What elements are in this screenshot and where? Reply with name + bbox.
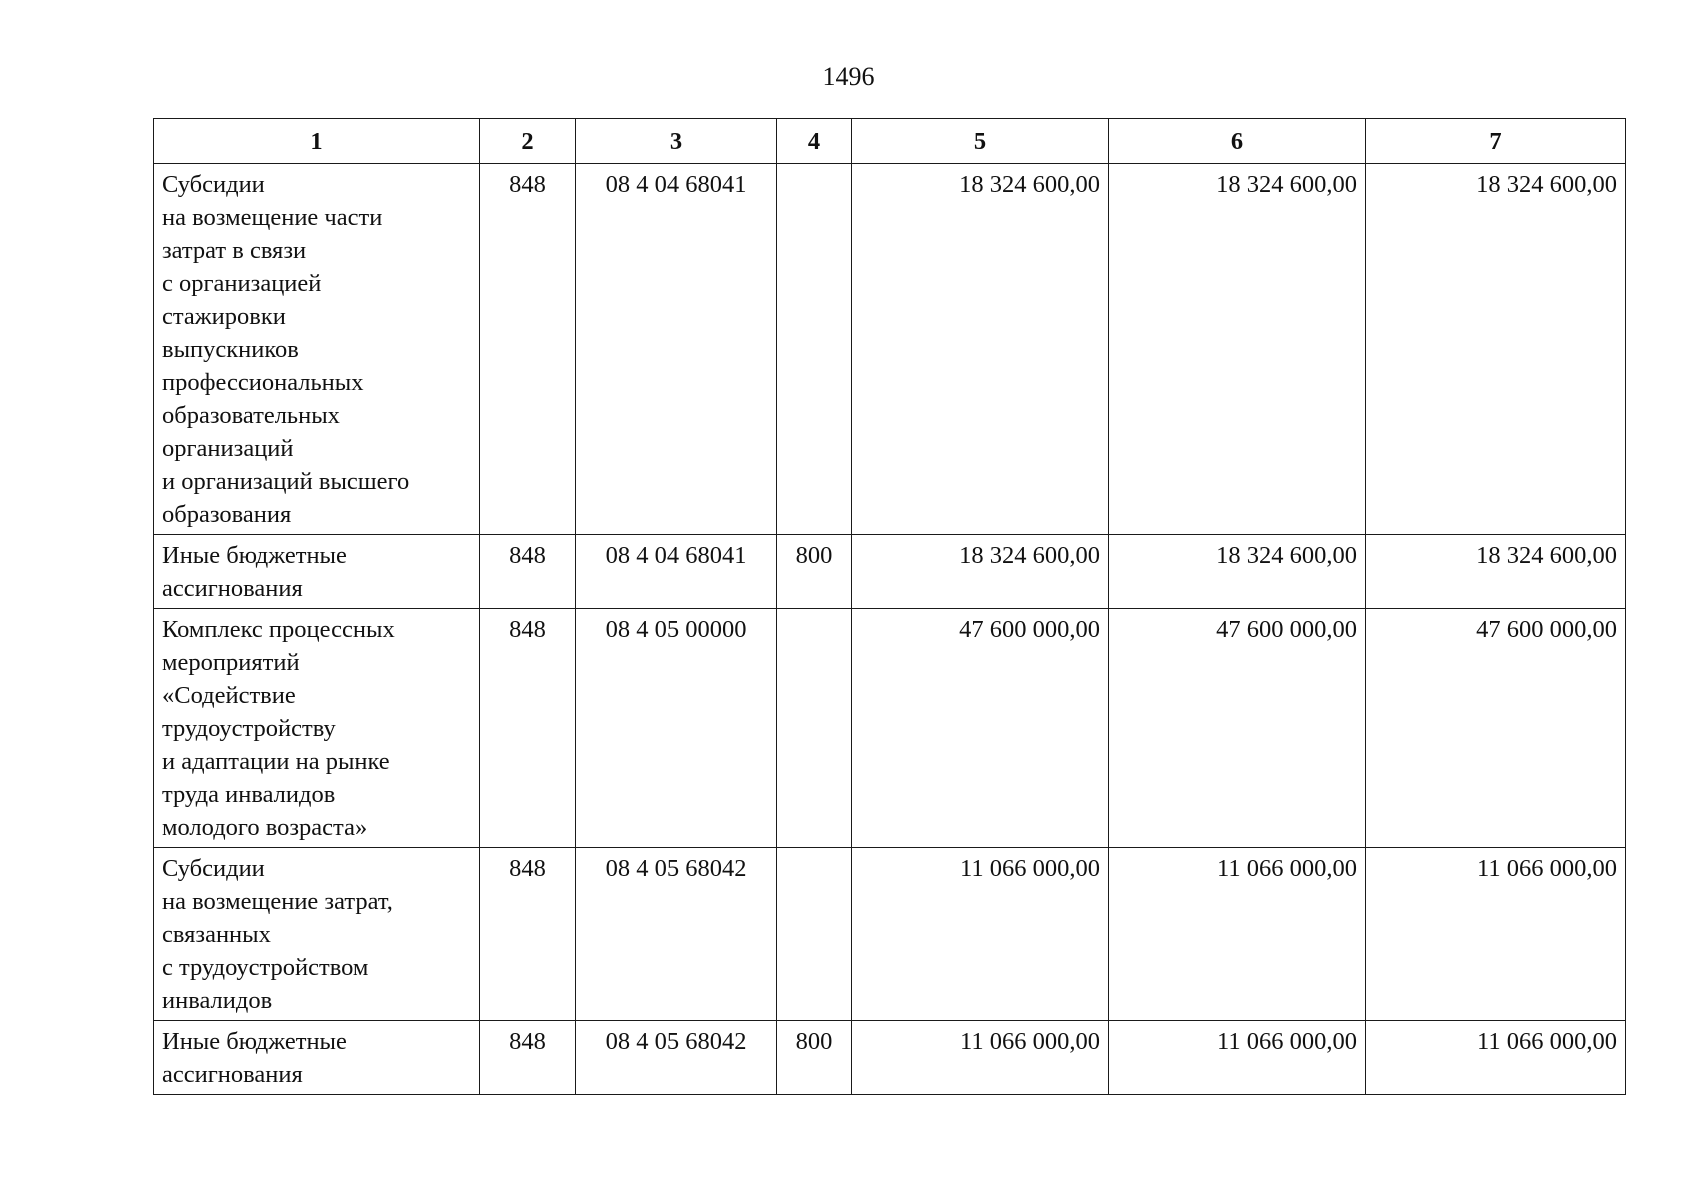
cell-name: Комплекс процессных мероприятий «Содействие трудоустройству и адаптации на рынке труда инвалидов молодого возраста»	[154, 609, 480, 848]
cell-expense-type	[777, 164, 852, 535]
cell-amount-col6: 18 324 600,00	[1109, 535, 1366, 609]
cell-amount-col7: 11 066 000,00	[1366, 848, 1626, 1021]
table-row	[154, 848, 1626, 1021]
cell-admin-code: 848	[480, 848, 576, 1021]
cell-amount-col7: 18 324 600,00	[1366, 164, 1626, 535]
header-col-1: 1	[154, 119, 480, 164]
cell-expense-type	[777, 848, 852, 1021]
header-col-5: 5	[852, 119, 1109, 164]
cell-amount-col6: 47 600 000,00	[1109, 609, 1366, 848]
table-row	[154, 1021, 1626, 1095]
cell-amount-col6: 18 324 600,00	[1109, 164, 1366, 535]
cell-name: Субсидии на возмещение затрат, связанных с трудоустройством инвалидов	[154, 848, 480, 1021]
budget-table	[153, 118, 1626, 1095]
cell-admin-code: 848	[480, 609, 576, 848]
cell-amount-col5: 18 324 600,00	[852, 164, 1109, 535]
cell-admin-code: 848	[480, 1021, 576, 1095]
table-header-row	[154, 119, 1626, 164]
cell-amount-col7: 11 066 000,00	[1366, 1021, 1626, 1095]
table-row	[154, 164, 1626, 535]
cell-expense-type: 800	[777, 1021, 852, 1095]
header-col-2: 2	[480, 119, 576, 164]
table-row	[154, 535, 1626, 609]
cell-amount-col5: 47 600 000,00	[852, 609, 1109, 848]
header-col-7: 7	[1366, 119, 1626, 164]
cell-name: Иные бюджетные ассигнования	[154, 535, 480, 609]
table-row	[154, 609, 1626, 848]
cell-amount-col5: 11 066 000,00	[852, 848, 1109, 1021]
cell-target-code: 08 4 04 68041	[576, 535, 777, 609]
cell-amount-col7: 47 600 000,00	[1366, 609, 1626, 848]
cell-name: Субсидии на возмещение части затрат в связи с организацией стажировки выпускников профессиональных образовательных организаций и организаций высшего образования	[154, 164, 480, 535]
cell-admin-code: 848	[480, 535, 576, 609]
cell-target-code: 08 4 05 00000	[576, 609, 777, 848]
page-number: 1496	[822, 62, 875, 91]
cell-amount-col7: 18 324 600,00	[1366, 535, 1626, 609]
cell-target-code: 08 4 05 68042	[576, 848, 777, 1021]
cell-target-code: 08 4 04 68041	[576, 164, 777, 535]
cell-amount-col6: 11 066 000,00	[1109, 1021, 1366, 1095]
header-col-6: 6	[1109, 119, 1366, 164]
cell-target-code: 08 4 05 68042	[576, 1021, 777, 1095]
cell-amount-col6: 11 066 000,00	[1109, 848, 1366, 1021]
table-body	[154, 164, 1626, 1095]
cell-expense-type: 800	[777, 535, 852, 609]
header-col-4: 4	[777, 119, 852, 164]
header-col-3: 3	[576, 119, 777, 164]
cell-admin-code: 848	[480, 164, 576, 535]
cell-amount-col5: 18 324 600,00	[852, 535, 1109, 609]
cell-expense-type	[777, 609, 852, 848]
cell-amount-col5: 11 066 000,00	[852, 1021, 1109, 1095]
cell-name: Иные бюджетные ассигнования	[154, 1021, 480, 1095]
